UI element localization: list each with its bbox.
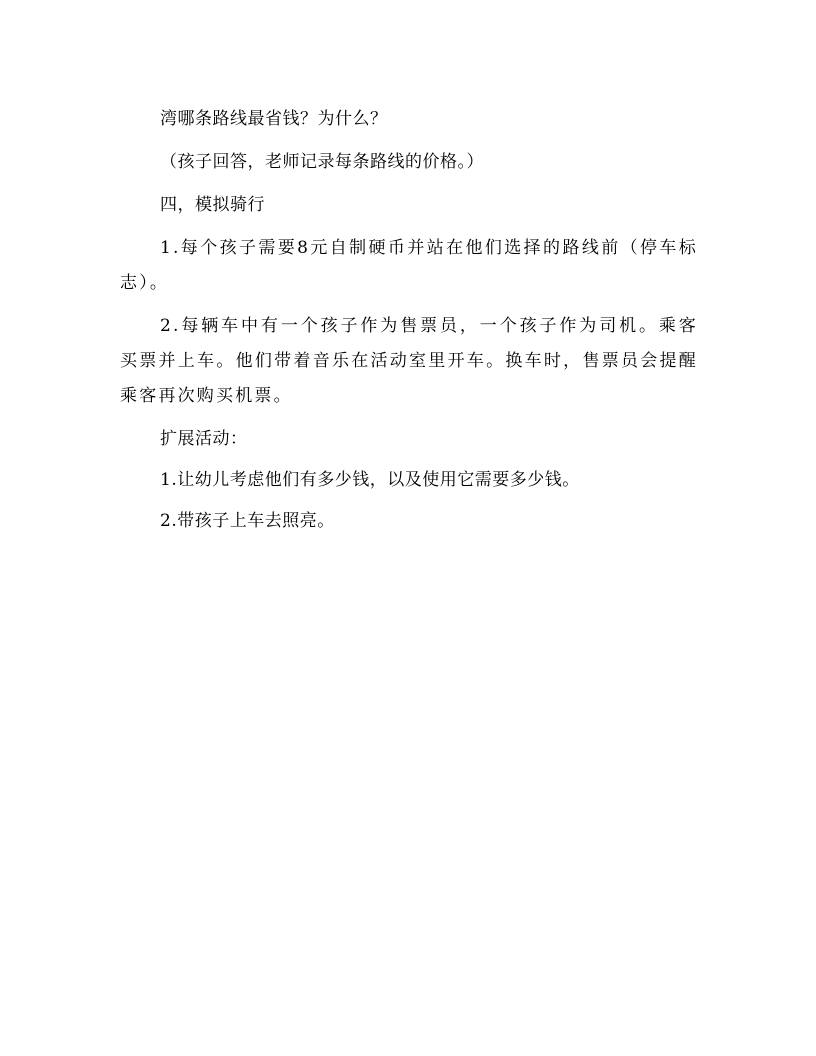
section-heading-simulated-ride: 四，模拟骑行: [160, 195, 265, 215]
paragraph-extension-2: 2.带孩子上车去照亮。: [160, 511, 335, 531]
section-heading-extension-activity: 扩展活动：: [160, 429, 248, 449]
paragraph-step-2: 2.每辆车中有一个孩子作为售票员，一个孩子作为司机。乘客买票并上车。他们带着音乐在活动室里开车。换车时，售票员会提醒乘客再次购买机票。: [120, 316, 698, 406]
paragraph-children-answer: （孩子回答，老师记录每条路线的价格。）: [160, 152, 484, 172]
paragraph-route-question: 湾哪条路线最省钱？为什么？: [160, 109, 388, 129]
paragraph-extension-1: 1.让幼儿考虑他们有多少钱，以及使用它需要多少钱。: [160, 470, 580, 490]
document-body: [120, 102, 698, 539]
paragraph-step-1: 1.每个孩子需要8元自制硬币并站在他们选择的路线前（停车标志）。: [120, 238, 698, 293]
